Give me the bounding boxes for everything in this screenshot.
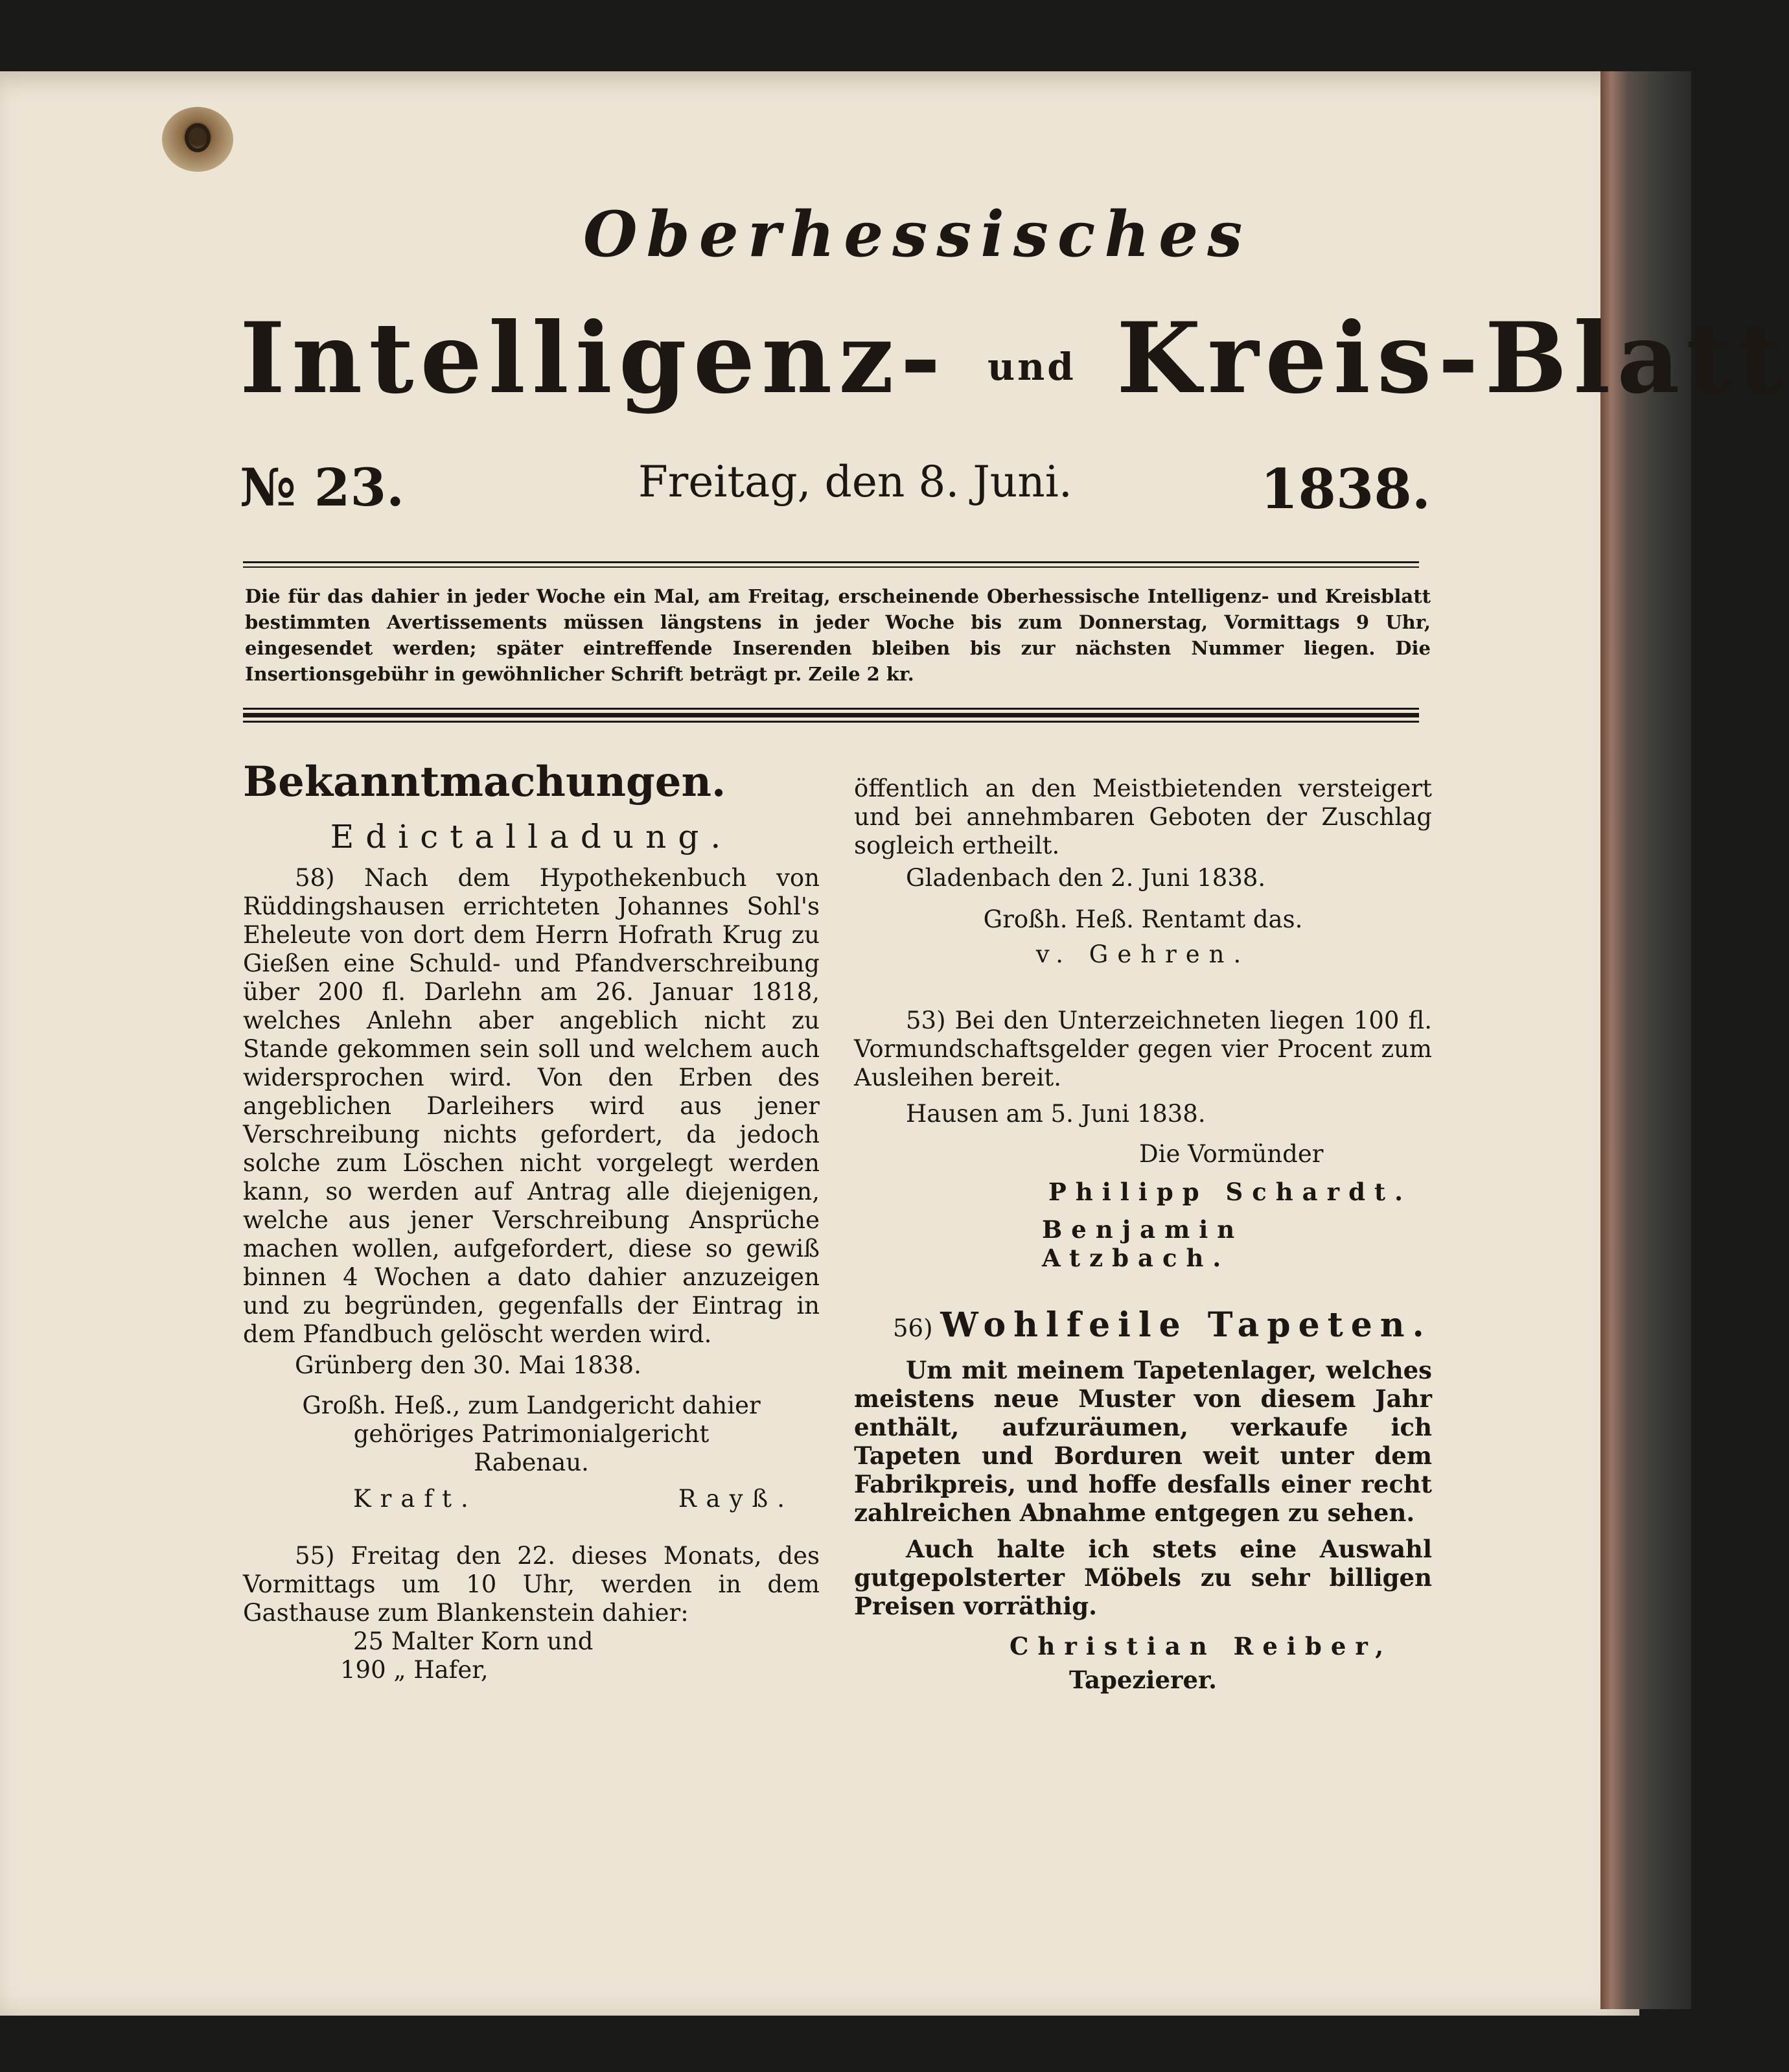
notice-58-place: Grünberg den 30. Mai 1838. bbox=[295, 1351, 641, 1379]
notice-53-place: Hausen am 5. Juni 1838. bbox=[906, 1100, 1206, 1128]
issue-date: Freitag, den 8. Juni. bbox=[638, 457, 1072, 507]
header-rule-top bbox=[243, 561, 1419, 563]
notice-55-place: Gladenbach den 2. Juni 1838. bbox=[906, 864, 1266, 892]
signature-reiber: Christian Reiber, bbox=[1010, 1632, 1393, 1660]
notice-56-text-1: Um mit meinem Tapetenlager, welches meistens neue Muster von diesem Jahr enthält, aufzuräumen, verkaufe ich Tapeten und Borduren weit unter dem Fabrikpreis, und hoffe desfalls einer recht zahlreichen Abnahme entgegen zu sehen. bbox=[854, 1356, 1432, 1527]
notice-58-court-3: Rabenau. bbox=[474, 1449, 589, 1476]
notice-55-continued: öffentlich an den Meistbietenden versteigert und bei annehmbaren Geboten der Zuschlag sogleich ertheilt. bbox=[854, 774, 1432, 859]
notice-53: 53) Bei den Unterzeichneten liegen 100 fl. Vormundschaftsgelder gegen vier Procent zum Ausleihen bereit. bbox=[854, 1007, 1432, 1091]
notice-55-signature: v. Gehren. bbox=[1035, 940, 1251, 968]
issue-number: № 23. bbox=[240, 457, 404, 518]
notice-55: 55) Freitag den 22. dieses Monats, des Vormittags um 10 Uhr, werden in dem Gasthause zum Blankenstein dahier: bbox=[243, 1542, 820, 1627]
notice-58-court-2: gehöriges Patrimonialgericht bbox=[353, 1420, 710, 1448]
notice-rule-1 bbox=[243, 708, 1419, 710]
notice-53-guardians: Die Vormünder bbox=[1139, 1140, 1324, 1168]
masthead-title bbox=[240, 301, 1789, 415]
masthead-part-b: Kreis-Blatt bbox=[1116, 301, 1789, 415]
notice-58-court-1: Großh. Heß., zum Landgericht dahier bbox=[302, 1391, 761, 1419]
signature-reiber-title: Tapezierer. bbox=[1069, 1666, 1217, 1694]
signature-rayss: Rayß. bbox=[678, 1485, 794, 1513]
right-column bbox=[854, 774, 1432, 1694]
notice-rule-2 bbox=[243, 713, 1419, 717]
left-column bbox=[243, 758, 820, 1684]
masthead-line1: Oberhessisches bbox=[583, 198, 1252, 271]
notice-56-number: 56) bbox=[893, 1314, 933, 1342]
notice-55-office: Großh. Heß. Rentamt das. bbox=[983, 905, 1303, 933]
hole-ring bbox=[185, 123, 211, 152]
issue-year: 1838. bbox=[1260, 457, 1431, 521]
notice-55-line-1: 25 Malter Korn und bbox=[353, 1627, 594, 1655]
notice-56-text-2: Auch halte ich stets eine Auswahl gutgepolsterter Möbels zu sehr billigen Preisen vorräthig. bbox=[854, 1535, 1432, 1620]
edict-title: Edictalladung. bbox=[330, 818, 733, 856]
notice-56-heading bbox=[854, 1305, 1432, 1345]
notice-58-signatures bbox=[243, 1477, 820, 1513]
insertion-notice: Die für das dahier in jeder Woche ein Mal, am Freitag, erscheinende Oberhessische Intelligenz- und Kreisblatt bestimmten Avertissements müssen längstens in jeder Woche bis zum Donnerstag, Vormittags 9 Uhr, eingesendet werden; später eintreffende Inserenden bleiben bis zur nächsten Nummer liegen. Die Insertionsgebühr in gewöhnlicher Schrift beträgt pr. Zeile 2 kr. bbox=[245, 585, 1431, 685]
signature-kraft: Kraft. bbox=[353, 1485, 478, 1513]
notice-rule-3 bbox=[243, 721, 1419, 723]
masthead-part-a: Intelligenz- bbox=[240, 301, 947, 415]
header-rule-top-thin bbox=[243, 566, 1419, 568]
notice-56-title: Wohlfeile Tapeten. bbox=[940, 1305, 1432, 1345]
section-title: Bekanntmachungen. bbox=[243, 758, 726, 806]
signature-schardt: Philipp Schardt. bbox=[1048, 1178, 1412, 1206]
notice-58: 58) Nach dem Hypothekenbuch von Rüddingshausen errichteten Johannes Sohl's Eheleute von dort dem Herrn Hofrath Krug zu Gießen eine Schuld- und Pfandverschreibung über 200 fl. Darlehn am 26. Januar 1818, welches Anlehn aber angeblich nicht zu Stande gekommen sein soll und welchem auch widersprochen wird. Von den Erben des angeblichen Darleihers wird aus jener Verschreibung nichts gefordert, da jedoch solche zum Löschen nicht vorgelegt werden kann, so werden auf Antrag alle diejenigen, welche aus jener Verschreibung Ansprüche machen wollen, aufgefordert, diese so gewiß binnen 4 Wochen a dato dahier anzuzeigen und zu begründen, gegenfalls der Eintrag in dem Pfandbuch gelöscht werden wird. bbox=[243, 864, 820, 1348]
signature-atzbach: Benjamin Atzbach. bbox=[1042, 1215, 1244, 1272]
masthead-und: und bbox=[987, 345, 1076, 390]
notice-55-line-2: 190 „ Hafer, bbox=[340, 1656, 489, 1684]
